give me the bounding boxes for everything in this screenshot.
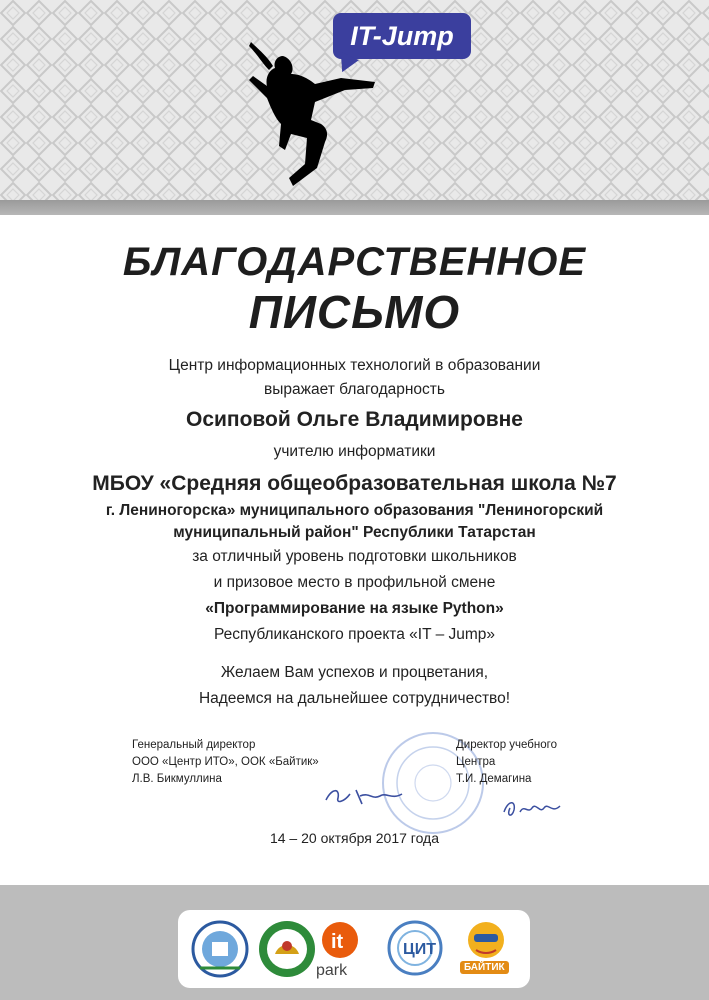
event-date: 14 – 20 октября 2017 года [269, 830, 440, 846]
recipient-name: Осиповой Ольге Владимировне [185, 408, 523, 431]
school-line-3: муниципальный район" Республики Татарстан [173, 524, 536, 541]
cit-logo [386, 918, 444, 978]
left-signatory [132, 737, 319, 788]
wish-line-1: Желаем Вам успехов и процветания, [220, 664, 489, 681]
it-park-logo [320, 920, 364, 964]
left-signatory-name: Л.В. Бикмуллина [132, 773, 222, 785]
intro-line-2: выражает благодарность [264, 381, 445, 398]
baitik-logo [456, 918, 518, 962]
right-signatory-name: Т.И. Демагина [456, 773, 532, 785]
right-signatory [456, 737, 557, 788]
left-signatory-title: Генеральный директор [132, 739, 256, 751]
right-signatory-title: Директор учебного [456, 739, 557, 751]
left-handwritten-signature [322, 780, 412, 810]
svg-text:it: it [331, 931, 344, 953]
header-band [0, 200, 709, 215]
it-jump-logo: IT-Jump [333, 13, 471, 59]
left-signatory-org: ООО «Центр ИТО», ООК «Байтик» [132, 756, 319, 768]
jumping-person-icon [245, 38, 395, 198]
program-name: «Программирование на языке Python» [205, 600, 504, 617]
title-line-2: ПИСЬМО [248, 286, 461, 338]
wish-line-2: Надеемся на дальнейшее сотрудничество! [198, 690, 511, 707]
ministry-emblem-icon [190, 918, 250, 980]
reason-line-2: и призовое место в профильной смене [213, 574, 496, 591]
baitik-label: БАЙТИК [460, 961, 509, 974]
reason-line-1: за отличный уровень подготовки школьников [192, 548, 517, 565]
school-line-1: МБОУ «Средняя общеобразовательная школа №7 [92, 472, 617, 495]
title-line-1: БЛАГОДАРСТВЕННОЕ [122, 240, 587, 284]
right-handwritten-signature [500, 794, 570, 822]
right-signatory-org: Центра [456, 756, 496, 768]
it-park-label: park [316, 962, 348, 979]
tatarstan-emblem-icon [257, 918, 317, 980]
intro-line-1: Центр информационных технологий в образовании [168, 357, 541, 374]
project-name: Республиканского проекта «IT – Jump» [213, 626, 496, 643]
svg-text:ЦИТ: ЦИТ [403, 941, 436, 958]
school-line-2: г. Лениногорска» муниципального образования "Лениногорский [105, 502, 604, 519]
recipient-position: учителю информатики [273, 443, 436, 460]
